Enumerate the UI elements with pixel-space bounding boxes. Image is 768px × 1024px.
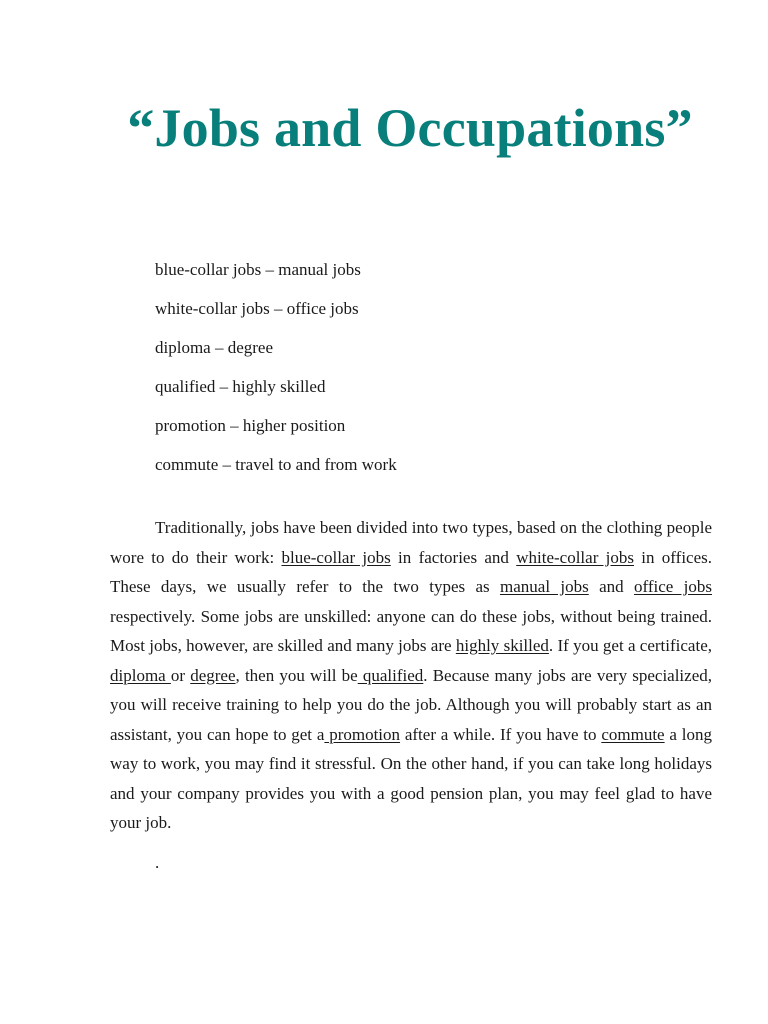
text-run: in factories and bbox=[390, 547, 517, 567]
underlined-term: diploma bbox=[110, 665, 171, 685]
vocab-item: promotion – higher position bbox=[155, 416, 346, 435]
text-run: after a while. If you have to bbox=[400, 724, 602, 744]
vocab-item: white-collar jobs – office jobs bbox=[155, 299, 359, 318]
vocab-item: blue-collar jobs – manual jobs bbox=[155, 260, 361, 279]
text-run: . If you get a certificate, bbox=[548, 636, 713, 655]
text-run: Traditionally, jobs have been divided into two types, based on the clothing people wore to do their work: bbox=[110, 518, 712, 567]
underlined-term: blue-collar jobs bbox=[281, 547, 391, 567]
underlined-term: white-collar jobs bbox=[516, 547, 634, 567]
text-run: , then you will be bbox=[235, 665, 358, 685]
text-run: respectively. Some jobs are unskilled: anyone can do these jobs, without being trained. Most jobs, however, are skilled and many jobs are bbox=[110, 606, 712, 655]
vocab-item: qualified – highly skilled bbox=[155, 377, 326, 396]
underlined-term: promotion bbox=[324, 724, 401, 744]
text-run: or bbox=[170, 665, 191, 685]
vocab-item: commute – travel to and from work bbox=[155, 455, 397, 474]
underlined-term: commute bbox=[601, 724, 665, 744]
page-title: “Jobs and Occupations” bbox=[127, 98, 693, 158]
body-paragraph bbox=[110, 513, 712, 838]
underlined-term: degree bbox=[190, 665, 236, 685]
text-run: in offices. These days, we usually refer to the two types as bbox=[110, 547, 713, 596]
underlined-term: highly skilled bbox=[455, 636, 549, 655]
underlined-term: qualified bbox=[357, 665, 424, 685]
text-run: and bbox=[588, 577, 634, 596]
vocabulary-list bbox=[155, 250, 397, 484]
text-run: a long way to work, you may find it stressful. On the other hand, if you can take long holidays and your company provides you with a good pension plan, you may feel glad to have your job. bbox=[110, 724, 712, 832]
trailing-period: . bbox=[155, 853, 160, 872]
vocab-item: diploma – degree bbox=[155, 338, 274, 357]
underlined-term: manual jobs bbox=[500, 577, 589, 596]
underlined-term: office jobs bbox=[634, 577, 713, 596]
text-run: . Because many jobs are very specialized, you will receive training to help you do the job. Although you will probably start as an assistant, you can hope to get a bbox=[110, 665, 712, 744]
